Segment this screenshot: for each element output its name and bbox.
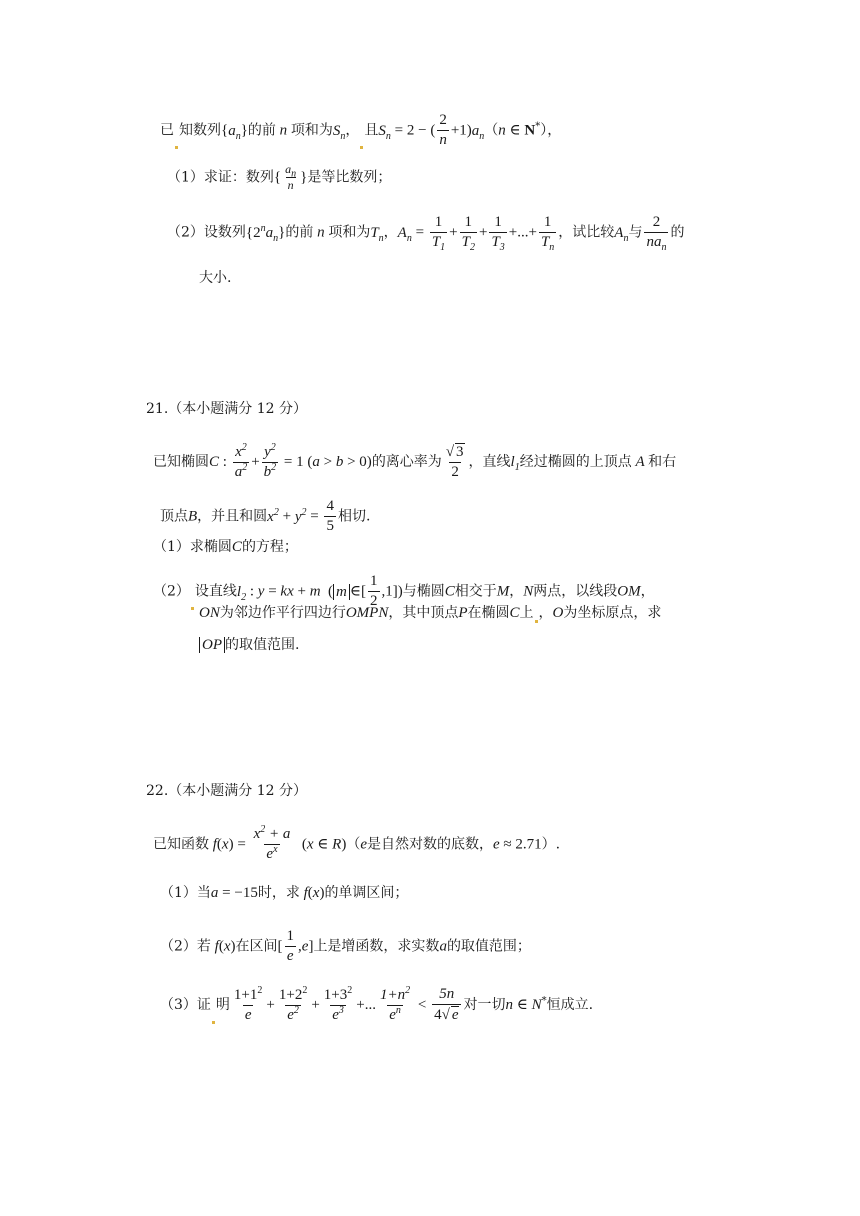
text-fragment: 已 [160, 122, 174, 139]
text-fragment: 两点，以线段 [533, 583, 618, 600]
text-fragment: （1）求椭圆 [153, 539, 232, 555]
text-fragment: 已知椭圆 [153, 454, 209, 470]
text-fragment: ）， [540, 122, 562, 139]
text-fragment: ，试比较 [558, 224, 615, 241]
text-fragment: 相交于 [454, 583, 497, 600]
text-fragment: 为坐标原点，求 [563, 605, 662, 621]
text-fragment: 上 [519, 605, 534, 621]
text-fragment: 是等比数列； [307, 169, 392, 186]
text-fragment: （1）当 [160, 885, 211, 901]
text-fragment: 时，求 [257, 885, 300, 901]
text-fragment: 经过椭圆的上顶点 [519, 454, 632, 470]
text-fragment: 明 [215, 997, 230, 1013]
text-fragment: 的 [670, 224, 685, 241]
text-fragment: 项和为 [328, 224, 371, 241]
text-fragment: 的前 [285, 224, 314, 241]
text-fragment: （1）求证：数列 [167, 169, 274, 186]
p22-line-1: 已知函数 f(x) = $\frac{x^2 + a}{e^x}$ (x ∈ R)（e是自然对数的底数，e ≈ 2.71）. [153, 824, 561, 862]
text-fragment: ， [383, 224, 398, 241]
edit-marker [175, 146, 178, 149]
text-fragment: （2） [153, 583, 190, 600]
p21-question-2: （2） 设直线$l_2$ : y = kx + m ( m ∈[ $\frac{1}{2}$ ,1])与椭圆C相交于M，N两点，以线段OM， [153, 573, 655, 609]
text-fragment: 与椭圆 [402, 583, 445, 600]
text-fragment: 上是增函数，求实数 [313, 938, 440, 955]
text-fragment: 且 [364, 122, 379, 139]
p20-question-1: （1）求证：数列{ $\frac{a_n}{n}$ }是等比数列； [167, 162, 392, 192]
text-fragment: 已知函数 [153, 836, 209, 853]
text-fragment: 和右 [648, 454, 677, 470]
text-fragment: ， [509, 583, 524, 600]
p21-line-2: 顶点B，并且和圆$x^2 + y^2$ = $\frac{4}{5}$ 相切. [160, 498, 371, 534]
text-fragment: 的单调区间； [324, 885, 409, 901]
text-fragment: ）. [541, 836, 561, 853]
text-fragment: 在椭圆 [467, 605, 510, 621]
text-fragment: 大小. [199, 270, 232, 286]
text-fragment: ， [345, 122, 360, 139]
p21-question-1: （1）求椭圆C的方程； [153, 539, 298, 555]
text-fragment: 对一切 [463, 997, 506, 1013]
text-fragment: 相切. [337, 508, 371, 525]
edit-marker [535, 620, 538, 623]
text-fragment: 的离心率为 [371, 454, 442, 470]
text-fragment: 的取值范围. [225, 637, 300, 653]
text-fragment: 在区间 [235, 938, 278, 955]
text-fragment: 顶点 [160, 508, 188, 525]
text-fragment: 的取值范围； [446, 938, 531, 955]
edit-marker [191, 607, 194, 610]
text-fragment: （ [484, 122, 499, 139]
p20-question-2: （2）设数列$\{2^na_n\}$的前 n 项和为$T_n$，$A_n$ = $\frac{1}{T_1}$ + $\frac{1}{T_2}$ + $\frac{1}{T_3}$ +...+ $\frac{1}{T_n}$ ，试比较$A_n$与 $\frac{2}{na_n}$ 的 [167, 214, 685, 253]
text-fragment: （2）若 [160, 938, 211, 955]
text-fragment: 是自然对数的底数， [366, 836, 493, 853]
text-fragment: 知数列 [179, 122, 221, 139]
text-fragment: （2）设数列 [167, 224, 246, 241]
text-fragment: ， [538, 605, 553, 621]
edit-marker [360, 146, 363, 149]
p21-question-2-cont-1: ON为邻边作平行四边行OMPN，其中顶点P在椭圆C上 ，O为坐标原点，求 [199, 605, 662, 621]
p20-intro-line: 已 知数列$\{a_n\}$的前 n 项和为$S_n$， 且$S_n = 2$ − ( $\frac{2}{n}$ $+1)a_n(n$ ∈ N*）， [160, 112, 562, 148]
formula-fraction: $\frac{2}{n}$ [439, 112, 447, 148]
text-fragment: 的前 [247, 122, 276, 139]
problem-22-header: 22.（本小题满分 12 分） [146, 783, 307, 799]
text-fragment: 恒成立. [546, 997, 594, 1013]
problem-21-header: 21.（本小题满分 12 分） [146, 401, 307, 417]
text-fragment: 与 [628, 224, 643, 241]
text-fragment: ，其中顶点 [388, 605, 459, 621]
text-fragment: 设直线 [194, 583, 237, 600]
p21-question-2-cont-2: OP 的取值范围. [199, 635, 299, 655]
text-fragment: ，直线 [468, 454, 511, 470]
text-fragment: （ [346, 836, 361, 853]
p22-question-2: （2）若 f(x)在区间[ $\frac{1}{e}$ ,e]上是增函数，求实数a的取值范围； [160, 928, 531, 964]
text-fragment: （3）证 [160, 997, 211, 1013]
p22-question-1: （1）当a = −15时，求 f(x)的单调区间； [160, 885, 409, 901]
edit-marker [212, 1021, 215, 1024]
text-fragment: ， [640, 583, 655, 600]
text-fragment: 项和为 [290, 122, 333, 139]
p21-line-1: 已知椭圆C : $\frac{x^2}{a^2}$ + $\frac{y^2}{b^2}$ = 1 (a > b > 0)的离心率为 $\frac{√ 3}{2}$ ，直线$l_1$经过椭圆的上顶点 A 和右 [153, 441, 677, 480]
p22-question-3: （3）证 明 $\frac{1+1^2}{e}$ + $\frac{1+2^2}{e^2}$ + $\frac{1+3^2}{e^3}$ +... $\frac{1+n^2}{e^n}$ < $\frac{5n}{4√ e}$ 对一切n ∈ N*恒成立. [160, 984, 594, 1023]
p20-question-2-cont [199, 268, 231, 288]
text-fragment: 为邻边作平行四边行 [219, 605, 346, 621]
text-fragment: 的方程； [241, 539, 298, 555]
formula-fraction: $\frac{a_n}{n}$ [285, 162, 297, 192]
text-fragment: ，并且和圆 [197, 508, 268, 525]
